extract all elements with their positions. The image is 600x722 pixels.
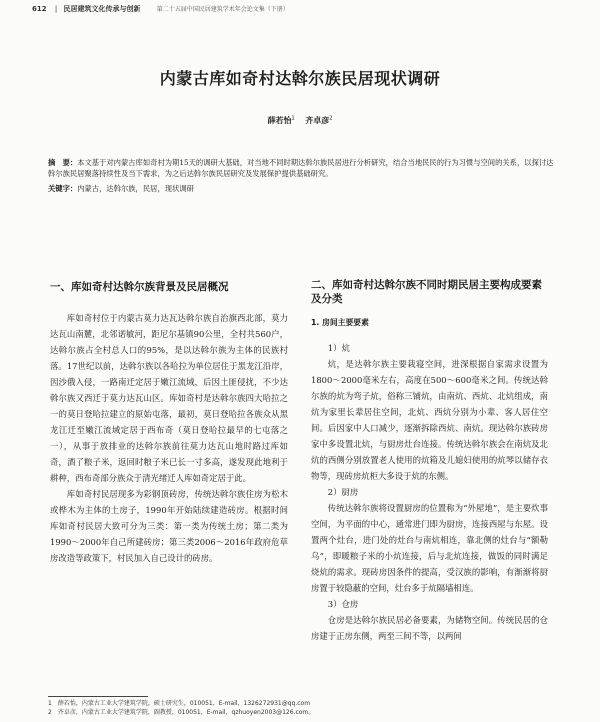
abstract-text: 本文基于对内蒙古库如奇村为期15天的调研大基础，对当地不同时期达斡尔族民居进行分析研究，结合当地民民的行为习惯与空间的关系，以探讨达斡尔族民居聚落持续性及当下需求，为之后达斡尔族民居研究及发展保护提供基础研究。 bbox=[48, 158, 554, 178]
body-paragraph: 库如奇村民居现多为彩钢顶砖房，传统达斡尔族住房为松木或桦木为主体的土房子，1990年开始陆续建造砖房。根据时间库如奇村民居大致可分为三类：第一类为传统土房；第二类为1990～2000年自己所建砖房；第三类2006～2016年政府危草房改造等政策下，村民加入自己设计的砖房。 bbox=[50, 489, 288, 563]
right-column bbox=[311, 278, 548, 644]
keywords bbox=[48, 183, 558, 194]
footnote-rule bbox=[48, 696, 148, 697]
section-heading-1: 一、库如奇村达斡尔族背景及民居概况 bbox=[50, 281, 229, 293]
body-paragraph: 仓房是达斡尔族民居必备要素，为储物空间。传统民居的仓房建于正房东侧，两至三间不等，以两间 bbox=[311, 615, 548, 641]
author-name: 薛若怡 bbox=[267, 116, 292, 125]
abstract bbox=[48, 157, 558, 179]
keywords-label: 关键字： bbox=[48, 184, 78, 193]
section-heading-2: 二、库如奇村达斡尔族不同时期民居主要构成要素及分类 bbox=[311, 279, 542, 305]
item-heading-storehouse: 3）仓房 bbox=[327, 599, 359, 609]
author-affiliation-mark: 1 bbox=[291, 115, 295, 122]
paper-title: 内蒙古库如奇村达斡尔族民居现状调研 bbox=[159, 69, 441, 88]
issue-name: 第二十五届中国民居建筑学术年会论文集（下册） bbox=[156, 6, 289, 13]
subsection-heading: 1. 房间主要要素 bbox=[311, 318, 369, 327]
left-column bbox=[50, 280, 288, 566]
page-number: 612 bbox=[32, 5, 47, 13]
keywords-text: 内蒙古，达斡尔族，民居，现状调研 bbox=[77, 184, 194, 193]
author-name: 齐卓彦 bbox=[305, 116, 330, 125]
author-affiliation-mark: 2 bbox=[329, 115, 333, 122]
body-paragraph: 库如奇村位于内蒙古莫力达瓦达斡尔族自治旗西北部，莫力达瓦山南麓，北邻诺敏河，距尼尔基镇90公里，全村共560户，达斡尔族占全村总人口的95%，是以达斡尔族为主体的民族村落。17世纪以前，达斡尔族以各哈拉为单位居住于黑龙江沿岸，因沙俄入侵，一路南迁定居于嫩江流域，后因土匪侵扰，不少达斡尔族又西迁于莫力达瓦山区。库如奇村是达斡尔族四大哈拉之一的莫日登哈拉建立的原始屯落，最初，莫日登哈拉各族众从黑龙江迁至嫩江流域定居于西布奇（莫日登哈拉最早的七屯落之一），从事于放排业的达斡尔族前往莫力达瓦山地时路过库如奇，酒了粮子米，返回时粮子米已长一寸多高，遂发现此地利于耕种，西布奇部分族众于清光绪迁人库如奇定居于此。 bbox=[50, 313, 288, 483]
footnote: 1 薛若怡，内蒙古工业大学建筑学院，硕士研究生，010051，E-mail，1326272931@qq.com bbox=[48, 700, 311, 707]
footnotes bbox=[48, 699, 568, 717]
footnote: 2 齐卓彦，内蒙古工业大学建筑学院，副教授，010051，E-mail，qzhuoyen2003@126.com。 bbox=[48, 709, 315, 716]
body-paragraph: 炕，是达斡尔族主要栽寝空间，进深根据自家需求设置为1800～2000毫米左右，高度在500～600毫米之间。传统达斡尔族的炕为弯子炕，俗称三铺炕，由南炕、西炕、北炕组成，南炕为家里长辈居住空间，北炕、西炕分别为小辈、客人居住空间。后因家中人口减少，逐渐拆除西炕、南炕。现达斡尔族砖房家中多设置北炕，与厨房灶台连接。传统达斡尔族会在南炕及北炕的西侧分别放置老人使用的炕箱及儿媳妇使用的炕琴以储存衣物等，现砖房炕柜大多设于炕的东侧。 bbox=[311, 359, 548, 481]
author-list bbox=[0, 115, 600, 126]
item-heading-kang: 1）炕 bbox=[327, 343, 350, 353]
author bbox=[268, 116, 295, 125]
running-header bbox=[32, 4, 570, 14]
header-separator: | bbox=[54, 5, 58, 13]
journal-name: 民居建筑文化传承与创新 bbox=[63, 5, 141, 13]
body-paragraph: 传统达斡尔族将设置厨房的位置称为“外屋地”，是主要炊事空间，为平面的中心，通常进门即为厨房，连接西屋与东屋。设置两个灶台，进门处的灶台与南炕相连，靠北侧的灶台与“额勒乌”，即暖粮子米的小炕连接，后与北炕连接，做饭的同时满足烧炕的需求。现砖房因条件的提高，受汉族的影响，有渐渐将厨房置于较隐蔽的空间，灶台多于炕隔墙相连。 bbox=[311, 503, 548, 593]
abstract-label: 摘 要： bbox=[48, 158, 78, 167]
author bbox=[305, 116, 332, 125]
item-heading-kitchen: 2）厨房 bbox=[327, 487, 359, 497]
